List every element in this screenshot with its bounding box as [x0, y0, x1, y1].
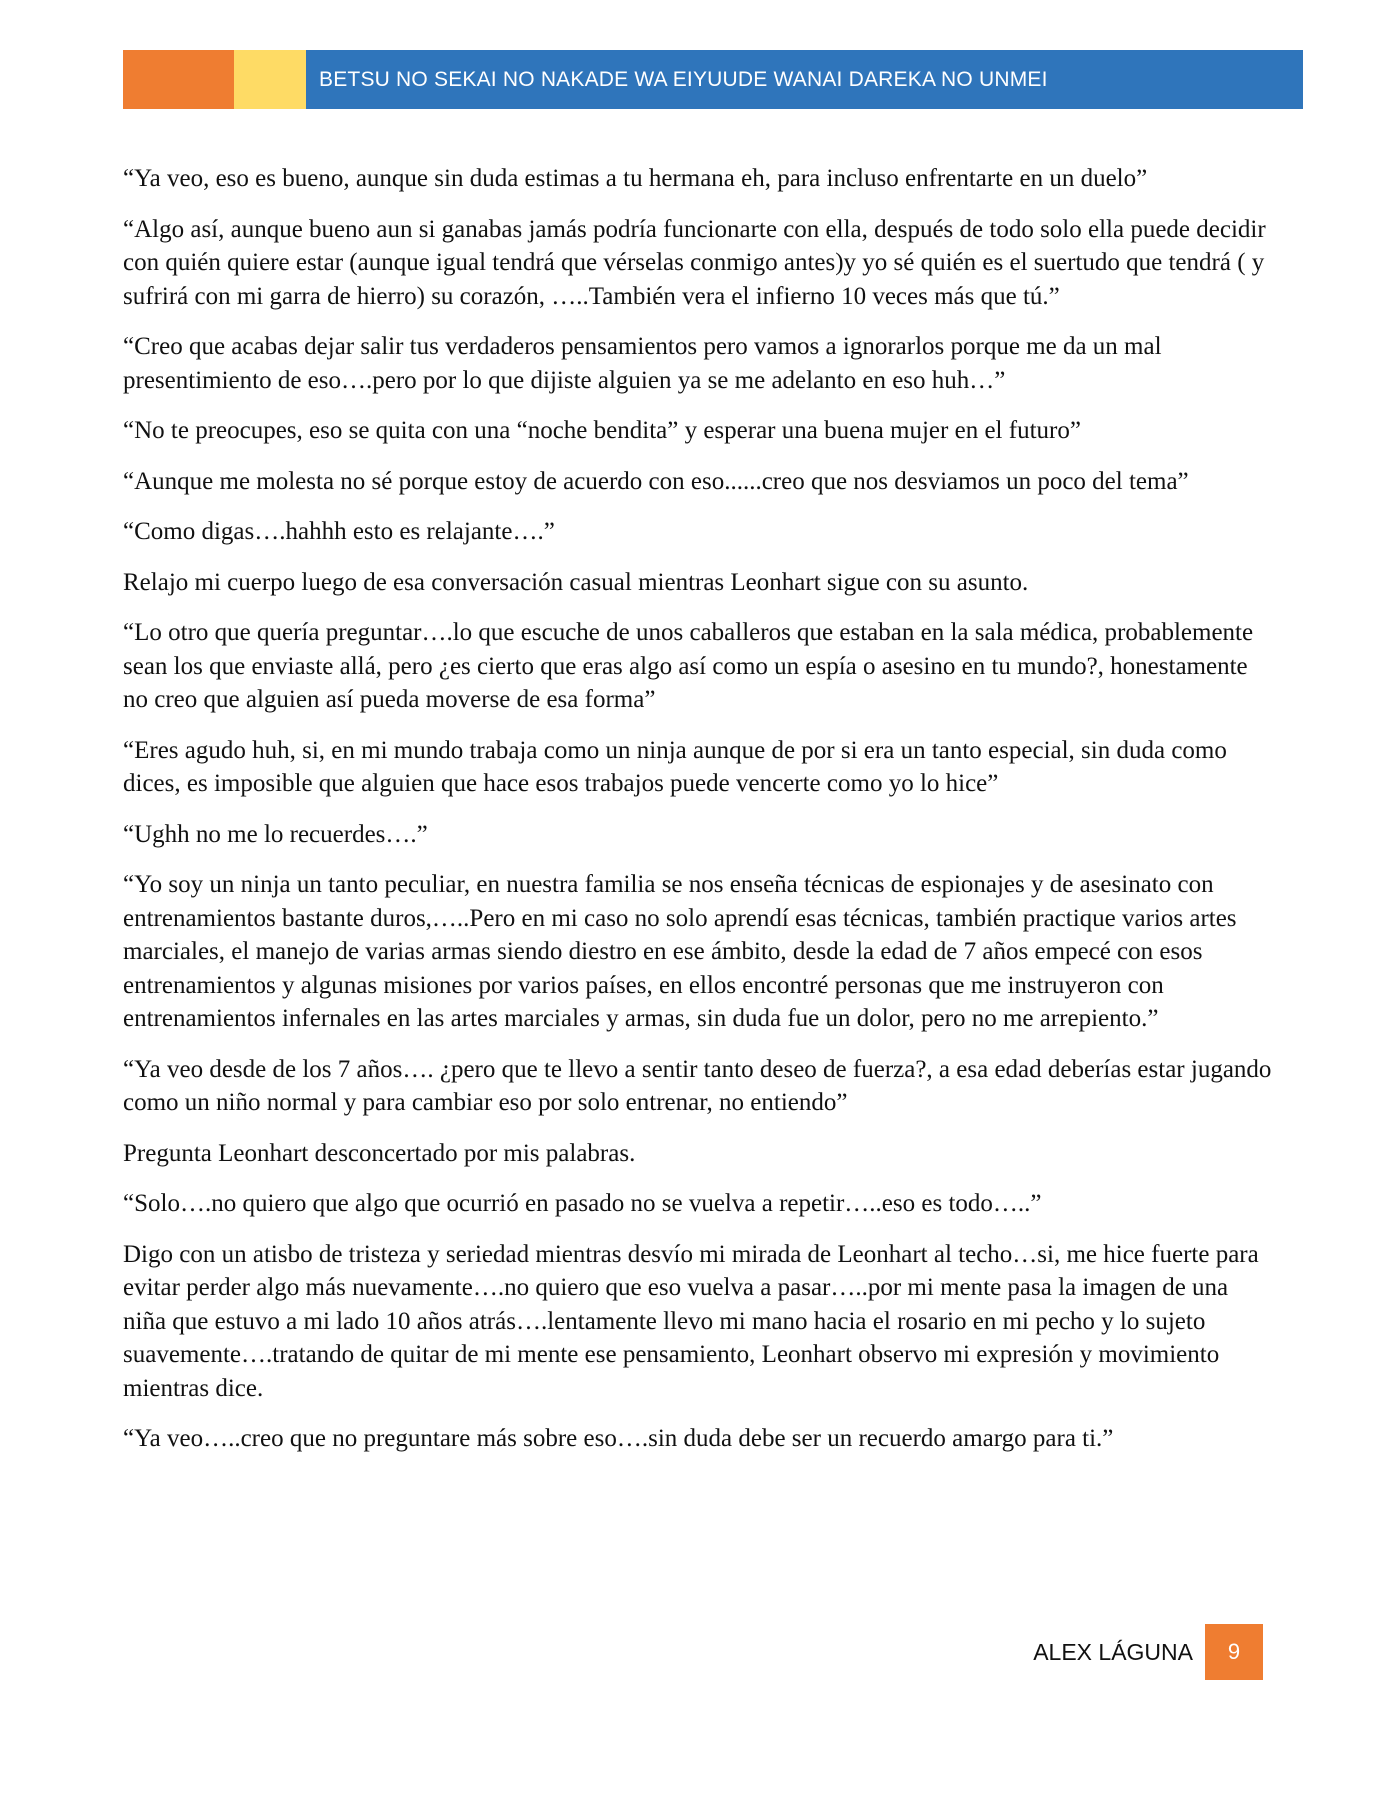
paragraph: “Creo que acabas dejar salir tus verdaderos pensamientos pero vamos a ignorarlos porque me da un mal presentimiento de eso….pero por lo que dijiste alguien ya se me adelanto en eso huh…”	[123, 333, 1162, 394]
page-header	[123, 50, 1303, 109]
paragraph: Digo con un atisbo de tristeza y seriedad mientras desvío mi mirada de Leonhart al techo…si, me hice fuerte para evitar perder algo más nuevamente….no quiero que eso vuelva a pasar…..por mi mente pasa la imagen de una niña que estuvo a mi lado 10 años atrás….lentamente llevo mi mano hacia el rosario en mi pecho y lo sujeto suavemente….tratando de quitar de mi mente ese pensamiento, Leonhart observo mi expresión y movimiento mientras dice.	[123, 1240, 1259, 1402]
paragraph: “Ya veo desde de los 7 años…. ¿pero que te llevo a sentir tanto deseo de fuerza?, a esa edad deberías estar jugando como un niño normal y para cambiar eso por solo entrenar, no entiendo”	[123, 1055, 1272, 1116]
paragraph: “Ya veo, eso es bueno, aunque sin duda estimas a tu hermana eh, para incluso enfrentarte en un duelo”	[123, 165, 1148, 192]
paragraph: “Eres agudo huh, si, en mi mundo trabaja como un ninja aunque de por si era un tanto especial, sin duda como dices, es imposible que alguien que hace esos trabajos puede vencerte como yo lo hice”	[123, 736, 1227, 797]
page-body	[123, 162, 1273, 1473]
paragraph: “Solo….no quiero que algo que ocurrió en pasado no se vuelva a repetir…..eso es todo…..”	[123, 1190, 1042, 1217]
page-number-badge: 9	[1205, 1624, 1263, 1680]
paragraph: “Yo soy un ninja un tanto peculiar, en nuestra familia se nos enseña técnicas de espionajes y de asesinato con entrenamientos bastante duros,…..Pero en mi caso no solo aprendí esas técnicas, también practique varios artes marciales, el manejo de varias armas siendo diestro en ese ámbito, desde la edad de 7 años empecé con esos entrenamientos y algunas misiones por varios países, en ellos encontré personas que me instruyeron con entrenamientos infernales en las artes marciales y armas, sin duda fue un dolor, pero no me arrepiento.”	[123, 871, 1237, 1032]
paragraph: “Ya veo…..creo que no preguntare más sobre eso….sin duda debe ser un recuerdo amargo para ti.”	[123, 1425, 1114, 1452]
footer-author: ALEX LÁGUNA	[1033, 1638, 1193, 1665]
page-footer	[1033, 1624, 1263, 1680]
paragraph: Pregunta Leonhart desconcertado por mis palabras.	[123, 1139, 636, 1167]
paragraph: “Lo otro que quería preguntar….lo que escuche de unos caballeros que estaban en la sala médica, probablemente sean los que enviaste allá, pero ¿es cierto que eras algo así como un espía o asesino en tu mundo?, honestamente no creo que alguien así pueda moverse de esa forma”	[123, 619, 1254, 713]
paragraph: “No te preocupes, eso se quita con una “noche bendita” y esperar una buena mujer en el futuro”	[123, 417, 1081, 444]
header-yellow-block	[234, 50, 306, 109]
paragraph: “Algo así, aunque bueno aun si ganabas jamás podría funcionarte con ella, después de todo solo ella puede decidir con quién quiere estar (aunque igual tendrá que vérselas conmigo antes)y yo sé quién es el suertudo que tendrá ( y sufrirá con mi garra de hierro) su corazón, …..También vera el infierno 10 veces más que tú.”	[123, 215, 1266, 310]
header-title-bar	[306, 50, 1303, 109]
header-orange-block	[123, 50, 234, 109]
paragraph: “Como digas….hahhh esto es relajante….”	[123, 518, 555, 545]
header-title: BETSU NO SEKAI NO NAKADE WA EIYUUDE WANAI DAREKA NO UNMEI	[319, 67, 1048, 91]
paragraph: “Ughh no me lo recuerdes….”	[123, 820, 428, 848]
paragraph: Relajo mi cuerpo luego de esa conversación casual mientras Leonhart sigue con su asunto.	[123, 568, 1029, 596]
paragraph: “Aunque me molesta no sé porque estoy de acuerdo con eso......creo que nos desviamos un poco del tema”	[123, 467, 1189, 495]
